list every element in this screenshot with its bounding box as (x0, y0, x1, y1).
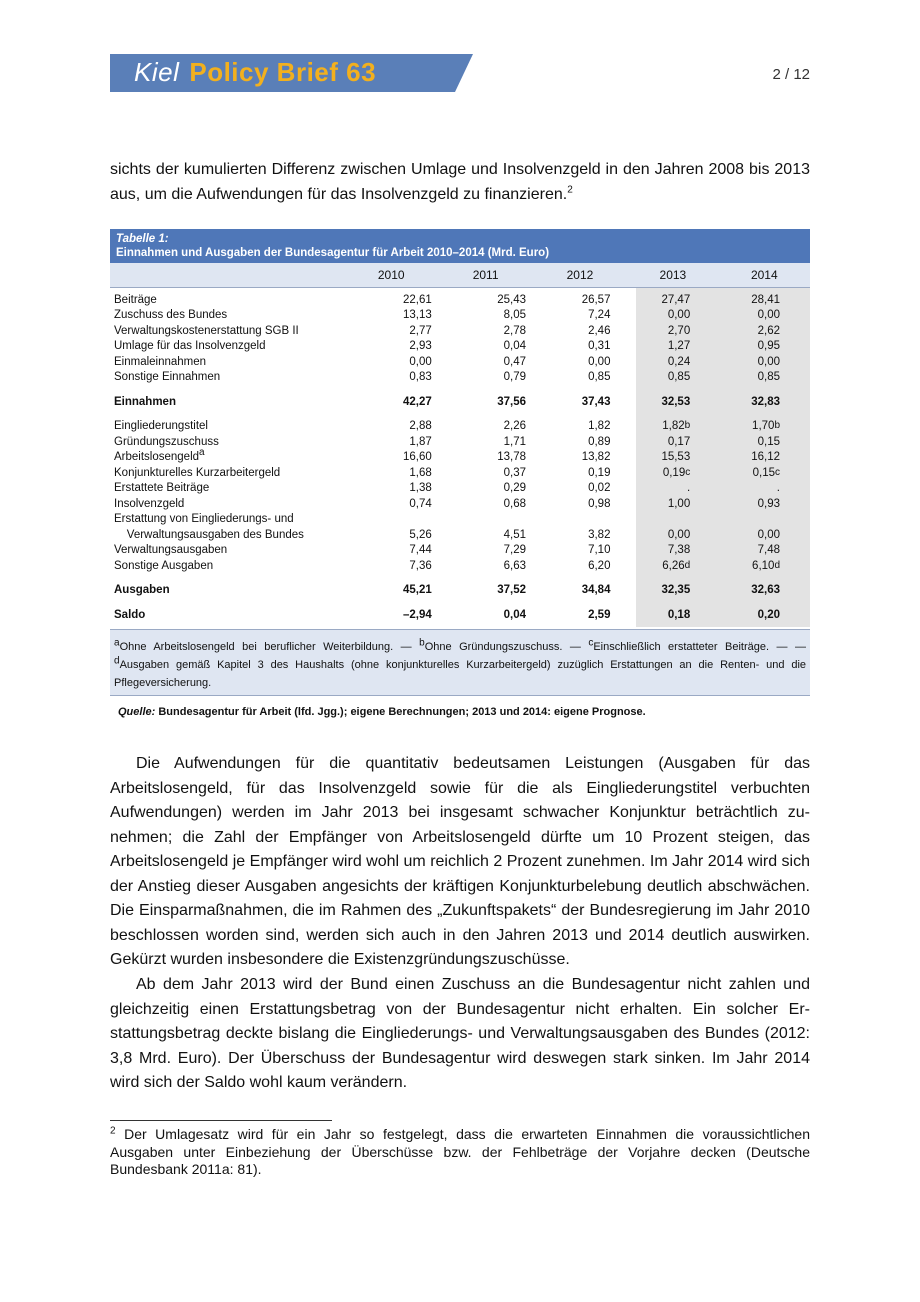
cell-value: 13,82 (581, 451, 611, 464)
cell-value: 5,26 (409, 528, 432, 541)
table-cell-2014 (718, 434, 810, 450)
row-label-text: Beiträge (114, 293, 157, 306)
cell-value: 13,13 (402, 309, 432, 322)
table-cell-2013: 1,82 b (662, 420, 691, 433)
row-label-text: Erstattete Beiträge (114, 482, 210, 495)
row-label-text: Verwaltungsausgaben (114, 544, 228, 557)
table-cell-2011 (438, 529, 532, 541)
header-banner-tip (455, 54, 473, 92)
cell-value: 7,48 (757, 544, 780, 557)
table-cell-2012 (532, 340, 626, 352)
row-label-text: Ausgaben (114, 584, 170, 597)
row-label (110, 340, 343, 352)
row-label-text: Arbeitslosengeld (114, 451, 200, 464)
publication-series: Policy Brief 63 (189, 57, 377, 87)
table-cell-2012 (532, 309, 626, 321)
table-row (110, 419, 810, 435)
cell-value: 0,00 (588, 355, 611, 368)
cell-value: 42,27 (402, 395, 432, 408)
table-row (110, 447, 810, 466)
table-cell-2013 (626, 583, 718, 599)
source-text: Bundesagentur für Arbeit (lfd. Jgg.); eigene Berechnungen; 2013 und 2014: eigene Prognose. (155, 705, 646, 718)
note-d-mark: d (114, 654, 120, 666)
table-row (110, 543, 810, 559)
table-cell-2010 (343, 340, 437, 352)
table-cell-2011 (438, 309, 532, 321)
table-cell-2011 (438, 498, 532, 510)
row-label (110, 498, 343, 510)
cell-value: 32,53 (661, 395, 691, 408)
table-cell-2014 (718, 496, 810, 512)
cell-value: 1,87 (409, 435, 432, 448)
footnote (110, 1126, 810, 1179)
cell-value: 0,15 (752, 466, 775, 479)
note-d: Ausgaben gemäß Kapitel 3 des Haushalts (ohne konjunkturelles Kurzarbeitergeld) zuzüglich Erstattungen an die Renten- und die Pflegeversicherung. (114, 658, 806, 689)
table-row (110, 370, 810, 386)
table-row (110, 465, 810, 481)
cell-value: 0,18 (667, 608, 691, 621)
row-label-text: Erstattung von Eingliederungs- und (114, 513, 294, 526)
table-row (110, 527, 810, 543)
cell-value: 32,83 (751, 395, 780, 408)
intro-paragraph (110, 158, 810, 207)
table-row (110, 434, 810, 450)
table-cell-2012 (532, 560, 626, 572)
row-label-text: Einnahmen (114, 395, 176, 408)
table-cell-2014: 1,70 b (752, 420, 780, 433)
cell-value: 27,47 (661, 293, 691, 306)
table-cell-2012 (532, 467, 626, 479)
page-number: 2 / 12 (772, 66, 810, 83)
table-cell-2011 (438, 584, 532, 596)
cell-value: 0,17 (667, 435, 691, 448)
table-cell-2011 (438, 482, 532, 494)
table-cell-2014 (718, 583, 810, 599)
cell-value: 0,85 (757, 371, 780, 384)
note-c-mark: c (588, 636, 594, 648)
cell-value: 0,37 (503, 466, 527, 479)
table-cell-2011 (438, 396, 532, 408)
row-label (110, 371, 343, 383)
row-label (110, 420, 343, 432)
source-label: Quelle: (118, 705, 156, 718)
publication-title (134, 57, 376, 88)
table-row (110, 512, 810, 528)
table-cell-2010 (343, 584, 437, 596)
footnote-text: Der Umlagesatz wird für ein Jahr so festgelegt, dass die erwarteten Einnahmen die voraussichtlichen Ausgaben unter Einbeziehung der Überschüsse bzw. der Fehlbeträge der Vorjahre decken (Deutsche Bundesbank 2011a: 81). (110, 1126, 810, 1177)
cell-value: 6,26 (662, 559, 685, 572)
table-cell-2012 (532, 325, 626, 337)
row-label-footnote-mark: a (199, 447, 205, 459)
table-source (110, 696, 810, 718)
row-label-text: Sonstige Ausgaben (114, 559, 214, 572)
cell-value: 1,82 (662, 420, 685, 433)
row-label-text: Einmaleinnahmen (114, 355, 207, 368)
table-cell-2013 (626, 543, 718, 559)
table-cell-2010 (343, 325, 437, 337)
footnote-number: 2 (110, 1125, 116, 1137)
table-cell-2010 (343, 482, 437, 494)
cell-value: 7,24 (588, 309, 611, 322)
table-spacer (110, 574, 810, 583)
table-cell-2011 (438, 325, 532, 337)
footnote-divider (110, 1120, 332, 1121)
row-label (110, 309, 343, 321)
cell-value: 0,85 (588, 371, 611, 384)
row-label (110, 482, 343, 494)
column-header-2014: 2014 (750, 268, 778, 282)
table-row (110, 323, 810, 339)
table-cell-2011 (438, 420, 532, 432)
row-label-text: Umlage für das Insolvenzgeld (114, 340, 266, 353)
cell-value: 0,95 (757, 340, 780, 353)
table-row (110, 481, 810, 497)
cell-value: 0,68 (503, 497, 527, 510)
table-cell-2011 (438, 451, 532, 463)
table-cell-2013 (626, 496, 718, 512)
table-cell-2014: 6,10 d (752, 559, 780, 572)
cell-value: 1,00 (667, 497, 691, 510)
cell-value: 6,63 (503, 559, 527, 572)
row-label (110, 584, 343, 596)
cell-value: 37,43 (581, 395, 611, 408)
cell-value: 2,93 (409, 340, 432, 353)
table-cell-2014 (718, 527, 810, 543)
row-label (110, 560, 343, 572)
table-cell-2012 (532, 584, 626, 596)
table-cell-2010 (343, 309, 437, 321)
table-cell-2010 (343, 544, 437, 556)
column-header-2012: 2012 (566, 268, 594, 282)
cell-value: . (687, 482, 691, 495)
cell-value: 2,77 (409, 324, 432, 337)
cell-value: 16,60 (402, 451, 432, 464)
table-cell-2013 (626, 527, 718, 543)
cell-value: 37,52 (497, 584, 527, 597)
table-body (110, 288, 810, 627)
cell-value: 0,85 (667, 371, 691, 384)
table-row (110, 354, 810, 370)
table-cell-2010 (343, 467, 437, 479)
table-cell-2010 (343, 420, 437, 432)
table-cell-2012 (532, 294, 626, 306)
row-label-text: Saldo (114, 608, 146, 621)
table-cell-2010 (343, 371, 437, 383)
data-table (110, 229, 810, 718)
cell-value: 2,88 (409, 420, 432, 433)
cell-value: 0,98 (588, 497, 611, 510)
cell-value: 28,41 (751, 293, 780, 306)
row-label (110, 447, 343, 464)
row-label-text: Insolvenzgeld (114, 497, 185, 510)
cell-value: 37,56 (497, 395, 527, 408)
cell-value: 25,43 (497, 293, 527, 306)
table-row (110, 308, 810, 324)
row-label-text: Konjunkturelles Kurzarbeitergeld (114, 466, 281, 479)
table-cell-2012 (532, 436, 626, 448)
note-c: Einschließlich erstatteter Beiträge. — (593, 640, 795, 653)
cell-value: 2,46 (588, 324, 611, 337)
cell-value: 6,20 (588, 559, 611, 572)
table-row (110, 583, 810, 599)
table-cell-2012 (532, 396, 626, 408)
cell-value: 0,19 (588, 466, 611, 479)
table-cell-2011 (438, 340, 532, 352)
table-cell-2012 (532, 420, 626, 432)
intro-text: sichts der kumulierten Differenz zwischen Umlage und Insolvenzgeld in den Jahren 2008 bis 2013 aus, um die Aufwendungen für das Insolvenzgeld zu finanzieren. (110, 161, 810, 203)
table-cell-2011 (438, 436, 532, 448)
table-cell-2012 (532, 482, 626, 494)
cell-value: 0,00 (667, 528, 691, 541)
table-cell-2014 (718, 450, 810, 466)
table-cell-2013 (626, 434, 718, 450)
table-cell-2014 (718, 394, 810, 410)
table-cell-2013 (626, 607, 718, 623)
table-cell-2010 (343, 609, 437, 621)
cell-value: 0,29 (503, 482, 527, 495)
table-cell-2014 (718, 339, 810, 355)
table-cell-2014 (718, 323, 810, 339)
table-cell-2010 (343, 396, 437, 408)
table-cell-2013 (626, 339, 718, 355)
cell-value: 0,00 (409, 355, 432, 368)
table-cell-2013 (626, 450, 718, 466)
table-row (110, 394, 810, 410)
table-cell-2012 (532, 498, 626, 510)
row-label-text: Verwaltungsausgaben des Bundes (114, 528, 304, 541)
cell-value: 0,93 (757, 497, 780, 510)
cell-value: 7,44 (409, 544, 432, 557)
publication-kiel: Kiel (134, 57, 180, 87)
table-cell-2014 (718, 512, 810, 528)
row-label (110, 529, 343, 541)
cell-value: 7,38 (667, 544, 691, 557)
note-a: Ohne Arbeitslosengeld bei beruflicher Weiterbildung. — (119, 640, 420, 653)
row-label (110, 609, 343, 621)
cell-value: 7,10 (588, 544, 611, 557)
table-cell-2013 (626, 323, 718, 339)
cell-value: 0,47 (503, 355, 527, 368)
footnote-ref: 2 (567, 184, 573, 196)
table-cell-2011 (438, 609, 532, 621)
cell-value: 0,04 (503, 340, 527, 353)
table-cell-2014: 0,15 c (752, 466, 780, 479)
cell-value: 8,05 (503, 309, 527, 322)
cell-value: 1,68 (409, 466, 432, 479)
cell-value: 0,15 (757, 435, 780, 448)
table-spacer (110, 598, 810, 607)
cell-value: 2,59 (588, 608, 611, 621)
row-label (110, 436, 343, 448)
table-cell-2013 (626, 481, 718, 497)
cell-value: 32,63 (751, 584, 780, 597)
cell-value: 0,00 (667, 309, 691, 322)
table-cell-2010 (343, 356, 437, 368)
table-header (110, 229, 810, 263)
row-label (110, 467, 343, 479)
table-row (110, 607, 810, 623)
note-b: Ohne Gründungszuschuss. — (424, 640, 589, 653)
table-cell-2010 (343, 436, 437, 448)
table-cell-2010 (343, 498, 437, 510)
note-a-mark: a (114, 636, 120, 648)
table-cell-2012 (532, 451, 626, 463)
cell-value: 0,20 (757, 608, 780, 621)
cell-value: 1,70 (752, 420, 775, 433)
table-cell-2010 (343, 560, 437, 572)
table-notes: $^a$Ohne Arbeitslosengeld bei beruflicher Weiterbildung. — $^b$Ohne Gründungszuschuss. — $^c$Einschließlich erstatteter Beiträge. — — $^d$Ausgaben gemäß Kapitel 3 des Haushalts (ohne konjunkturelles Kurzarbeitergeld) zuzüglich Erstattungen an die Renten- und die Pflegeversicherung. (110, 629, 810, 696)
table-cell-2014 (718, 607, 810, 623)
row-label-text: Eingliederungstitel (114, 420, 208, 433)
table-column-headers (110, 263, 810, 288)
row-label (110, 513, 343, 525)
column-header-2010: 2010 (377, 268, 405, 282)
table-cell-2012 (532, 609, 626, 621)
cell-value: 0,19 (662, 466, 686, 479)
cell-value: 0,04 (503, 608, 527, 621)
cell-value: 4,51 (503, 528, 527, 541)
table-cell-2013 (626, 308, 718, 324)
row-label (110, 356, 343, 368)
cell-value: 16,12 (751, 451, 780, 464)
table-cell-2012 (532, 371, 626, 383)
note-b-mark: b (419, 636, 425, 648)
cell-value: 0,00 (757, 528, 780, 541)
cell-value: 32,35 (661, 584, 691, 597)
cell-value: 1,82 (588, 420, 611, 433)
row-label (110, 396, 343, 408)
table-spacer (110, 410, 810, 419)
cell-value: 2,78 (503, 324, 527, 337)
column-header-2013: 2013 (659, 268, 687, 282)
table-cell-2010 (343, 451, 437, 463)
table-row (110, 339, 810, 355)
table-row (110, 496, 810, 512)
table-cell-2013: 6,26 d (662, 559, 691, 572)
table-row (110, 558, 810, 574)
body-paragraph-2: Ab dem Jahr 2013 wird der Bund einen Zuschuss an die Bundesagentur nicht zahlen und gleichzeitig einen Erstattungsbetrag von der Bundesagentur nicht erhalten. Ein solcher Erstattungsbetrag deckte bislang die Eingliederungs- und Verwaltungsausgaben des Bundes (2012: 3,8 Mrd. Euro). Der Überschuss der Bundesagentur wird deswegen stark sinken. Im Jahr 2014 wird sich der Saldo wohl kaum verändern. (110, 976, 810, 1091)
table-cell-2014 (718, 292, 810, 308)
table-cell-2012 (532, 544, 626, 556)
table-cell-2014 (718, 354, 810, 370)
cell-value: 22,61 (402, 293, 432, 306)
table-cell-2011 (438, 544, 532, 556)
cell-value: 1,38 (409, 482, 432, 495)
table-cell-2013: 0,19 c (662, 466, 691, 479)
table-cell-2013 (626, 292, 718, 308)
cell-value: . (776, 482, 780, 495)
cell-value: 6,10 (752, 559, 775, 572)
table-cell-2010 (343, 529, 437, 541)
table-cell-2011 (438, 356, 532, 368)
cell-value: 7,29 (503, 544, 527, 557)
row-label-text: Gründungszuschuss (114, 435, 219, 448)
cell-value: 3,82 (588, 528, 611, 541)
cell-value: 45,21 (402, 584, 432, 597)
table-cell-2013 (626, 394, 718, 410)
cell-value: 0,31 (588, 340, 611, 353)
row-label-text: Sonstige Einnahmen (114, 371, 221, 384)
table-cell-2012 (532, 529, 626, 541)
cell-value: 0,00 (757, 355, 780, 368)
table-cell-2012 (532, 356, 626, 368)
cell-value: 2,62 (757, 324, 780, 337)
table-cell-2013 (626, 354, 718, 370)
table-cell-2014 (718, 481, 810, 497)
cell-value: 15,53 (661, 451, 691, 464)
table-cell-2013 (626, 512, 718, 528)
table-title: Einnahmen und Ausgaben der Bundesagentur für Arbeit 2010–2014 (Mrd. Euro) (116, 247, 550, 259)
cell-value: 0,00 (757, 309, 780, 322)
row-label (110, 325, 343, 337)
cell-value: 1,71 (503, 435, 527, 448)
cell-value: 0,74 (409, 497, 432, 510)
row-label (110, 294, 343, 306)
table-cell-2011 (438, 467, 532, 479)
table-cell-2014 (718, 543, 810, 559)
cell-value: 0,83 (409, 371, 432, 384)
table-cell-2011 (438, 294, 532, 306)
cell-value: 0,24 (667, 355, 691, 368)
cell-value: 2,26 (503, 420, 527, 433)
table-bottom-padding (110, 623, 810, 627)
cell-value: 7,36 (409, 559, 432, 572)
cell-value: 0,89 (588, 435, 611, 448)
row-label-text: Verwaltungskostenerstattung SGB II (114, 324, 299, 337)
body-paragraph-1: Die Aufwendungen für die quantitativ bedeutsamen Leistungen (Ausgaben für das Arbeitslosengeld, für das Insolvenzgeld sowie für die als Eingliederungstitel verbuchten Aufwendungen) werden im Jahr 2013 bei insgesamt schwacher Konjunktur beträchtlich zunehmen; die Zahl der Empfänger von Arbeitslosengeld dürfte um 10 Prozent steigen, das Arbeitslosengeld je Empfänger wird wohl um reichlich 2 Prozent zunehmen. Im Jahr 2014 wird sich der Anstieg dieser Ausgaben angesichts der kräftigen Konjunkturbelebung deutlich abschwächen. Die Einsparmaßnahmen, die im Rahmen des „Zukunftspakets“ der Bundesregierung im Jahr 2010 beschlossen worden sind, werden sich auch in den Jahren 2013 und 2014 deutlich auswirken. Gekürzt wurden insbesondere die Existenzgründungszuschüsse. (110, 755, 810, 968)
cell-value: 0,02 (588, 482, 611, 495)
table-spacer (110, 385, 810, 394)
table-caption: Tabelle 1: (116, 233, 169, 245)
cell-value: 26,57 (581, 293, 611, 306)
cell-value: 1,27 (667, 340, 691, 353)
table-row (110, 292, 810, 308)
cell-value: –2,94 (402, 608, 432, 621)
cell-value: 0,79 (503, 371, 527, 384)
table-cell-2014 (718, 308, 810, 324)
cell-value: 34,84 (581, 584, 611, 597)
table-cell-2011 (438, 371, 532, 383)
table-cell-2013 (626, 370, 718, 386)
table-cell-2014 (718, 370, 810, 386)
cell-value: 2,70 (667, 324, 691, 337)
column-header-2011: 2011 (472, 268, 499, 282)
row-label-text: Zuschuss des Bundes (114, 309, 228, 322)
row-label (110, 544, 343, 556)
cell-value: 13,78 (497, 451, 527, 464)
table-cell-2010 (343, 294, 437, 306)
table-cell-2011 (438, 560, 532, 572)
